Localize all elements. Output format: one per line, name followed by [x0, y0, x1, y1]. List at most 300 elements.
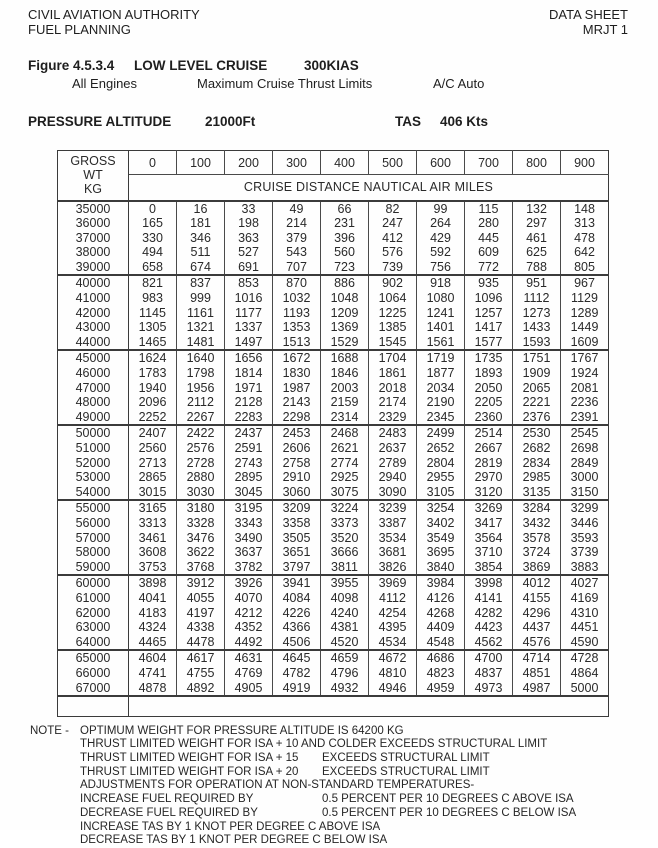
- distance-cell: 0: [129, 201, 177, 217]
- distance-cell: 4769: [225, 666, 273, 681]
- note-text-left: DECREASE TAS BY 1 KNOT PER DEGREE C BELOW ISA: [80, 834, 388, 847]
- distance-cell: 1656: [225, 350, 273, 366]
- distance-cell: 3358: [273, 516, 321, 531]
- distance-cell: 1640: [177, 350, 225, 366]
- distance-cell: 4084: [273, 591, 321, 606]
- distance-cell: 2865: [129, 470, 177, 485]
- note-text-left: DECREASE FUEL REQUIRED BY: [80, 806, 258, 819]
- gross-weight-cell: 40000: [58, 275, 129, 291]
- distance-cell: 2205: [465, 395, 513, 410]
- gross-weight-cell: 43000: [58, 320, 129, 335]
- distance-cell: 4700: [465, 650, 513, 666]
- distance-cell: 4324: [129, 620, 177, 635]
- distance-cell: 788: [513, 260, 561, 276]
- distance-cell: 2774: [321, 456, 369, 471]
- gross-weight-cell: 62000: [58, 606, 129, 621]
- gross-weight-cell: 35000: [58, 201, 129, 217]
- note-section: [30, 725, 658, 848]
- distance-cell: 3060: [273, 485, 321, 501]
- distance-cell: 2252: [129, 410, 177, 426]
- distance-cell: 2606: [273, 441, 321, 456]
- distance-cell: 429: [417, 231, 465, 246]
- gross-weight-cell: 36000: [58, 216, 129, 231]
- gross-weight-cell: 48000: [58, 395, 129, 410]
- distance-cell: 3854: [465, 560, 513, 576]
- distance-cell: 4919: [273, 681, 321, 697]
- distance-cell: 2159: [321, 395, 369, 410]
- distance-cell: 4905: [225, 681, 273, 697]
- distance-cell: 4212: [225, 606, 273, 621]
- note-text-right: 0.5 PERCENT PER 10 DEGREES C ABOVE ISA: [322, 793, 574, 806]
- distance-cell: 2743: [225, 456, 273, 471]
- distance-cell: 2789: [369, 456, 417, 471]
- distance-cell: 674: [177, 260, 225, 276]
- masthead: [0, 0, 658, 37]
- distance-cell: 2637: [369, 441, 417, 456]
- distance-cell: 4659: [321, 650, 369, 666]
- gross-weight-cell: 41000: [58, 291, 129, 306]
- distance-cell: 99: [417, 201, 465, 217]
- distance-cell: 2499: [417, 425, 465, 441]
- distance-cell: 3135: [513, 485, 561, 501]
- distance-cell: 3505: [273, 531, 321, 546]
- distance-cell: 4155: [513, 591, 561, 606]
- distance-cell: 1449: [561, 320, 609, 335]
- distance-cell: 4423: [465, 620, 513, 635]
- distance-cell: 1177: [225, 306, 273, 321]
- distance-cell: 2065: [513, 381, 561, 396]
- note-line: [80, 752, 576, 766]
- distance-cell: 478: [561, 231, 609, 246]
- note-text-left: THRUST LIMITED WEIGHT FOR ISA + 10 AND COLDER EXCEEDS STRUCTURAL LIMIT: [80, 738, 548, 751]
- distance-cell: 2267: [177, 410, 225, 426]
- distance-cell: 4451: [561, 620, 609, 635]
- distance-cell: 902: [369, 275, 417, 291]
- distance-cell: 2652: [417, 441, 465, 456]
- distance-cell: 2698: [561, 441, 609, 456]
- distance-cell: 2407: [129, 425, 177, 441]
- distance-cell: 3209: [273, 500, 321, 516]
- distance-cell: 1032: [273, 291, 321, 306]
- distance-cell: 2143: [273, 395, 321, 410]
- figure-speed: 300KIAS: [304, 58, 359, 73]
- distance-cell: 445: [465, 231, 513, 246]
- cruise-distance-table: [57, 150, 609, 717]
- gross-weight-cell: 61000: [58, 591, 129, 606]
- distance-cell: 772: [465, 260, 513, 276]
- table-row: [58, 681, 609, 697]
- gross-weight-cell: 46000: [58, 366, 129, 381]
- distance-cell: 1016: [225, 291, 273, 306]
- distance-cell: 4576: [513, 635, 561, 651]
- distance-cell: 3446: [561, 516, 609, 531]
- distance-cell: 2758: [273, 456, 321, 471]
- distance-cell: 396: [321, 231, 369, 246]
- distance-cell: 1593: [513, 335, 561, 351]
- distance-cell: 739: [369, 260, 417, 276]
- distance-cell: 1048: [321, 291, 369, 306]
- distance-cell: 2728: [177, 456, 225, 471]
- distance-cell: 2849: [561, 456, 609, 471]
- distance-cell: 3417: [465, 516, 513, 531]
- distance-cell: 2819: [465, 456, 513, 471]
- distance-cell: 2081: [561, 381, 609, 396]
- distance-cell: 3969: [369, 575, 417, 591]
- distance-cell: 49: [273, 201, 321, 217]
- distance-cell: 3000: [561, 470, 609, 485]
- distance-cell: 951: [513, 275, 561, 291]
- distance-cell: 3299: [561, 500, 609, 516]
- distance-cell: 3313: [129, 516, 177, 531]
- distance-cell: 3549: [417, 531, 465, 546]
- distance-cell: 1830: [273, 366, 321, 381]
- distance-cell: 132: [513, 201, 561, 217]
- weight-group: [58, 500, 609, 575]
- distance-cell: 3753: [129, 560, 177, 576]
- distance-cell: 576: [369, 245, 417, 260]
- distance-cell: 4041: [129, 591, 177, 606]
- distance-cell: 3710: [465, 545, 513, 560]
- distance-column-header: 300: [273, 151, 321, 175]
- distance-cell: 3461: [129, 531, 177, 546]
- distance-cell: 3476: [177, 531, 225, 546]
- table-row: [58, 500, 609, 516]
- gross-weight-cell: 47000: [58, 381, 129, 396]
- distance-column-header: 100: [177, 151, 225, 175]
- note-text-left: THRUST LIMITED WEIGHT FOR ISA + 20: [80, 765, 299, 778]
- distance-cell: 3797: [273, 560, 321, 576]
- distance-cell: 2591: [225, 441, 273, 456]
- distance-cell: 4268: [417, 606, 465, 621]
- distance-cell: 4240: [321, 606, 369, 621]
- distance-cell: 198: [225, 216, 273, 231]
- distance-cell: 4254: [369, 606, 417, 621]
- distance-cell: 115: [465, 201, 513, 217]
- weight-group: [58, 201, 609, 276]
- distance-cell: 4782: [273, 666, 321, 681]
- note-line: [80, 834, 576, 848]
- table-row: [58, 216, 609, 231]
- table-row: [58, 201, 609, 217]
- table-row: [58, 350, 609, 366]
- distance-cell: 4878: [129, 681, 177, 697]
- distance-cell: 4520: [321, 635, 369, 651]
- fuel-planning-label: FUEL PLANNING: [28, 22, 131, 37]
- distance-cell: 3666: [321, 545, 369, 560]
- distance-cell: 2003: [321, 381, 369, 396]
- distance-cell: 2018: [369, 381, 417, 396]
- distance-cell: 3534: [369, 531, 417, 546]
- distance-cell: 2483: [369, 425, 417, 441]
- distance-cell: 4395: [369, 620, 417, 635]
- table-row: [58, 366, 609, 381]
- table-row: [58, 485, 609, 501]
- gross-weight-cell: 51000: [58, 441, 129, 456]
- distance-cell: 2925: [321, 470, 369, 485]
- distance-cell: 1273: [513, 306, 561, 321]
- distance-cell: 2112: [177, 395, 225, 410]
- distance-cell: 4183: [129, 606, 177, 621]
- gross-weight-cell: 63000: [58, 620, 129, 635]
- distance-cell: 1624: [129, 350, 177, 366]
- distance-cell: 3608: [129, 545, 177, 560]
- gross-weight-cell: 45000: [58, 350, 129, 366]
- table-row: [58, 275, 609, 291]
- note-line: [80, 766, 576, 780]
- distance-cell: 1877: [417, 366, 465, 381]
- distance-cell: 3984: [417, 575, 465, 591]
- distance-cell: 2453: [273, 425, 321, 441]
- distance-cell: 2345: [417, 410, 465, 426]
- distance-cell: 4366: [273, 620, 321, 635]
- empty-footer-row: [58, 696, 609, 716]
- distance-cell: 3343: [225, 516, 273, 531]
- table-row: [58, 395, 609, 410]
- distance-cell: 1161: [177, 306, 225, 321]
- distance-cell: 4837: [465, 666, 513, 681]
- distance-cell: 3195: [225, 500, 273, 516]
- distance-cell: 4506: [273, 635, 321, 651]
- masthead-right: [549, 7, 628, 37]
- gross-weight-cell: 44000: [58, 335, 129, 351]
- distance-cell: 3239: [369, 500, 417, 516]
- weight-group: [58, 350, 609, 425]
- empty-span-cell: [129, 696, 609, 716]
- distance-cell: 4027: [561, 575, 609, 591]
- ac-mode-label: A/C Auto: [433, 76, 485, 91]
- distance-cell: 16: [177, 201, 225, 217]
- note-line: [80, 793, 576, 807]
- distance-column-header: 200: [225, 151, 273, 175]
- distance-cell: 4492: [225, 635, 273, 651]
- distance-cell: 1987: [273, 381, 321, 396]
- distance-cell: 2804: [417, 456, 465, 471]
- distance-cell: 3695: [417, 545, 465, 560]
- distance-cell: 756: [417, 260, 465, 276]
- distance-cell: 723: [321, 260, 369, 276]
- distance-cell: 2034: [417, 381, 465, 396]
- distance-cell: 2236: [561, 395, 609, 410]
- authority-title: CIVIL AVIATION AUTHORITY: [28, 7, 200, 22]
- gross-weight-header: [58, 151, 129, 201]
- gross-weight-cell: 54000: [58, 485, 129, 501]
- distance-cell: 870: [273, 275, 321, 291]
- table-row: [58, 575, 609, 591]
- gross-weight-cell: 56000: [58, 516, 129, 531]
- distance-cell: 1401: [417, 320, 465, 335]
- distance-cell: 805: [561, 260, 609, 276]
- distance-cell: 2128: [225, 395, 273, 410]
- table-row: [58, 456, 609, 471]
- distance-cell: 2682: [513, 441, 561, 456]
- distance-cell: 1609: [561, 335, 609, 351]
- doc-ref-label: MRJT 1: [582, 22, 628, 37]
- distance-cell: 1112: [513, 291, 561, 306]
- distance-cell: 4755: [177, 666, 225, 681]
- note-line: [80, 725, 576, 739]
- pressure-altitude-value: 21000Ft: [205, 114, 256, 129]
- distance-cell: 4381: [321, 620, 369, 635]
- distance-cell: 4070: [225, 591, 273, 606]
- distance-cell: 1497: [225, 335, 273, 351]
- distance-cell: 4796: [321, 666, 369, 681]
- note-lines: [80, 725, 576, 848]
- distance-cell: 1433: [513, 320, 561, 335]
- distance-cell: 5000: [561, 681, 609, 697]
- table-row: [58, 335, 609, 351]
- distance-cell: 1193: [273, 306, 321, 321]
- distance-column-header: 900: [561, 151, 609, 175]
- distance-cell: 2422: [177, 425, 225, 441]
- figure-subcaption: [28, 76, 658, 92]
- distance-cell: 2713: [129, 456, 177, 471]
- distance-cell: 3105: [417, 485, 465, 501]
- distance-cell: 527: [225, 245, 273, 260]
- distance-cell: 3075: [321, 485, 369, 501]
- distance-cell: 1321: [177, 320, 225, 335]
- note-text-left: OPTIMUM WEIGHT FOR PRESSURE ALTITUDE IS 64200 KG: [80, 724, 404, 737]
- note-text-left: INCREASE FUEL REQUIRED BY: [80, 793, 254, 806]
- distance-cell: 3120: [465, 485, 513, 501]
- distance-cell: 3768: [177, 560, 225, 576]
- distance-cell: 412: [369, 231, 417, 246]
- distance-cell: 2221: [513, 395, 561, 410]
- distance-cell: 1369: [321, 320, 369, 335]
- distance-cell: 1096: [465, 291, 513, 306]
- distance-cell: 1481: [177, 335, 225, 351]
- distance-cell: 4478: [177, 635, 225, 651]
- distance-cell: 66: [321, 201, 369, 217]
- distance-cell: 3739: [561, 545, 609, 560]
- gross-weight-cell: 67000: [58, 681, 129, 697]
- distance-cell: 3165: [129, 500, 177, 516]
- table-row: [58, 560, 609, 576]
- distance-cell: 1465: [129, 335, 177, 351]
- distance-cell: 560: [321, 245, 369, 260]
- figure-number: Figure 4.5.3.4: [28, 58, 115, 73]
- distance-cell: 3724: [513, 545, 561, 560]
- distance-cell: 4112: [369, 591, 417, 606]
- table-row: [58, 381, 609, 396]
- gross-weight-cell: 55000: [58, 500, 129, 516]
- distance-cell: 1924: [561, 366, 609, 381]
- distance-cell: 1688: [321, 350, 369, 366]
- distance-cell: 148: [561, 201, 609, 217]
- note-line: [80, 738, 576, 752]
- distance-cell: 33: [225, 201, 273, 217]
- distance-cell: 2360: [465, 410, 513, 426]
- distance-cell: 4973: [465, 681, 513, 697]
- distance-cell: 1305: [129, 320, 177, 335]
- distance-cell: 691: [225, 260, 273, 276]
- data-sheet-label: DATA SHEET: [549, 7, 628, 22]
- distance-cell: 2376: [513, 410, 561, 426]
- distance-cell: 3811: [321, 560, 369, 576]
- distance-cell: 4409: [417, 620, 465, 635]
- table-row: [58, 606, 609, 621]
- gross-weight-cell: 65000: [58, 650, 129, 666]
- thrust-limits-label: Maximum Cruise Thrust Limits: [197, 76, 373, 91]
- distance-cell: 3651: [273, 545, 321, 560]
- distance-cell: 4604: [129, 650, 177, 666]
- table-row: [58, 410, 609, 426]
- table-row: [58, 425, 609, 441]
- distance-cell: 1956: [177, 381, 225, 396]
- table-row: [58, 470, 609, 485]
- table-row: [58, 245, 609, 260]
- distance-cell: 3402: [417, 516, 465, 531]
- distance-cell: 543: [273, 245, 321, 260]
- distance-cell: 1241: [417, 306, 465, 321]
- figure-title: LOW LEVEL CRUISE: [134, 58, 268, 73]
- distance-cell: 4946: [369, 681, 417, 697]
- distance-cell: 1209: [321, 306, 369, 321]
- distance-cell: 2880: [177, 470, 225, 485]
- table-row: [58, 635, 609, 651]
- distance-cell: 2314: [321, 410, 369, 426]
- distance-cell: 3840: [417, 560, 465, 576]
- distance-cell: 4437: [513, 620, 561, 635]
- distance-cell: 3998: [465, 575, 513, 591]
- distance-cell: 1529: [321, 335, 369, 351]
- distance-column-header: 700: [465, 151, 513, 175]
- distance-cell: 2545: [561, 425, 609, 441]
- distance-cell: 1971: [225, 381, 273, 396]
- distance-cell: 1704: [369, 350, 417, 366]
- table-row: [58, 260, 609, 276]
- distance-cell: 3912: [177, 575, 225, 591]
- distance-header-row-tr: [58, 151, 609, 175]
- distance-cell: 3269: [465, 500, 513, 516]
- distance-cell: 4169: [561, 591, 609, 606]
- table-row: [58, 531, 609, 546]
- distance-cell: 2985: [513, 470, 561, 485]
- distance-cell: 264: [417, 216, 465, 231]
- distance-cell: 3898: [129, 575, 177, 591]
- distance-cell: 2940: [369, 470, 417, 485]
- gross-weight-cell: 49000: [58, 410, 129, 426]
- gross-weight-cell: 37000: [58, 231, 129, 246]
- distance-cell: 82: [369, 201, 417, 217]
- distance-cell: 707: [273, 260, 321, 276]
- distance-cell: 4686: [417, 650, 465, 666]
- distance-cell: 1751: [513, 350, 561, 366]
- distance-cell: 2329: [369, 410, 417, 426]
- distance-cell: 2667: [465, 441, 513, 456]
- gross-weight-cell: 52000: [58, 456, 129, 471]
- weight-group: [58, 425, 609, 500]
- distance-cell: 2834: [513, 456, 561, 471]
- table-row: [58, 666, 609, 681]
- pressure-altitude-label: PRESSURE ALTITUDE: [28, 114, 172, 129]
- distance-cell: 3681: [369, 545, 417, 560]
- weight-group: [58, 650, 609, 696]
- distance-cell: 2391: [561, 410, 609, 426]
- weight-group: [58, 275, 609, 350]
- distance-column-header: 800: [513, 151, 561, 175]
- distance-cell: 4296: [513, 606, 561, 621]
- distance-cell: 3593: [561, 531, 609, 546]
- distance-cell: 4197: [177, 606, 225, 621]
- weight-group: [58, 575, 609, 650]
- distance-cell: 3030: [177, 485, 225, 501]
- distance-cell: 4338: [177, 620, 225, 635]
- distance-cell: 4226: [273, 606, 321, 621]
- distance-cell: 642: [561, 245, 609, 260]
- gross-weight-cell: 53000: [58, 470, 129, 485]
- note-text-right: EXCEEDS STRUCTURAL LIMIT: [322, 765, 490, 778]
- distance-cell: 4851: [513, 666, 561, 681]
